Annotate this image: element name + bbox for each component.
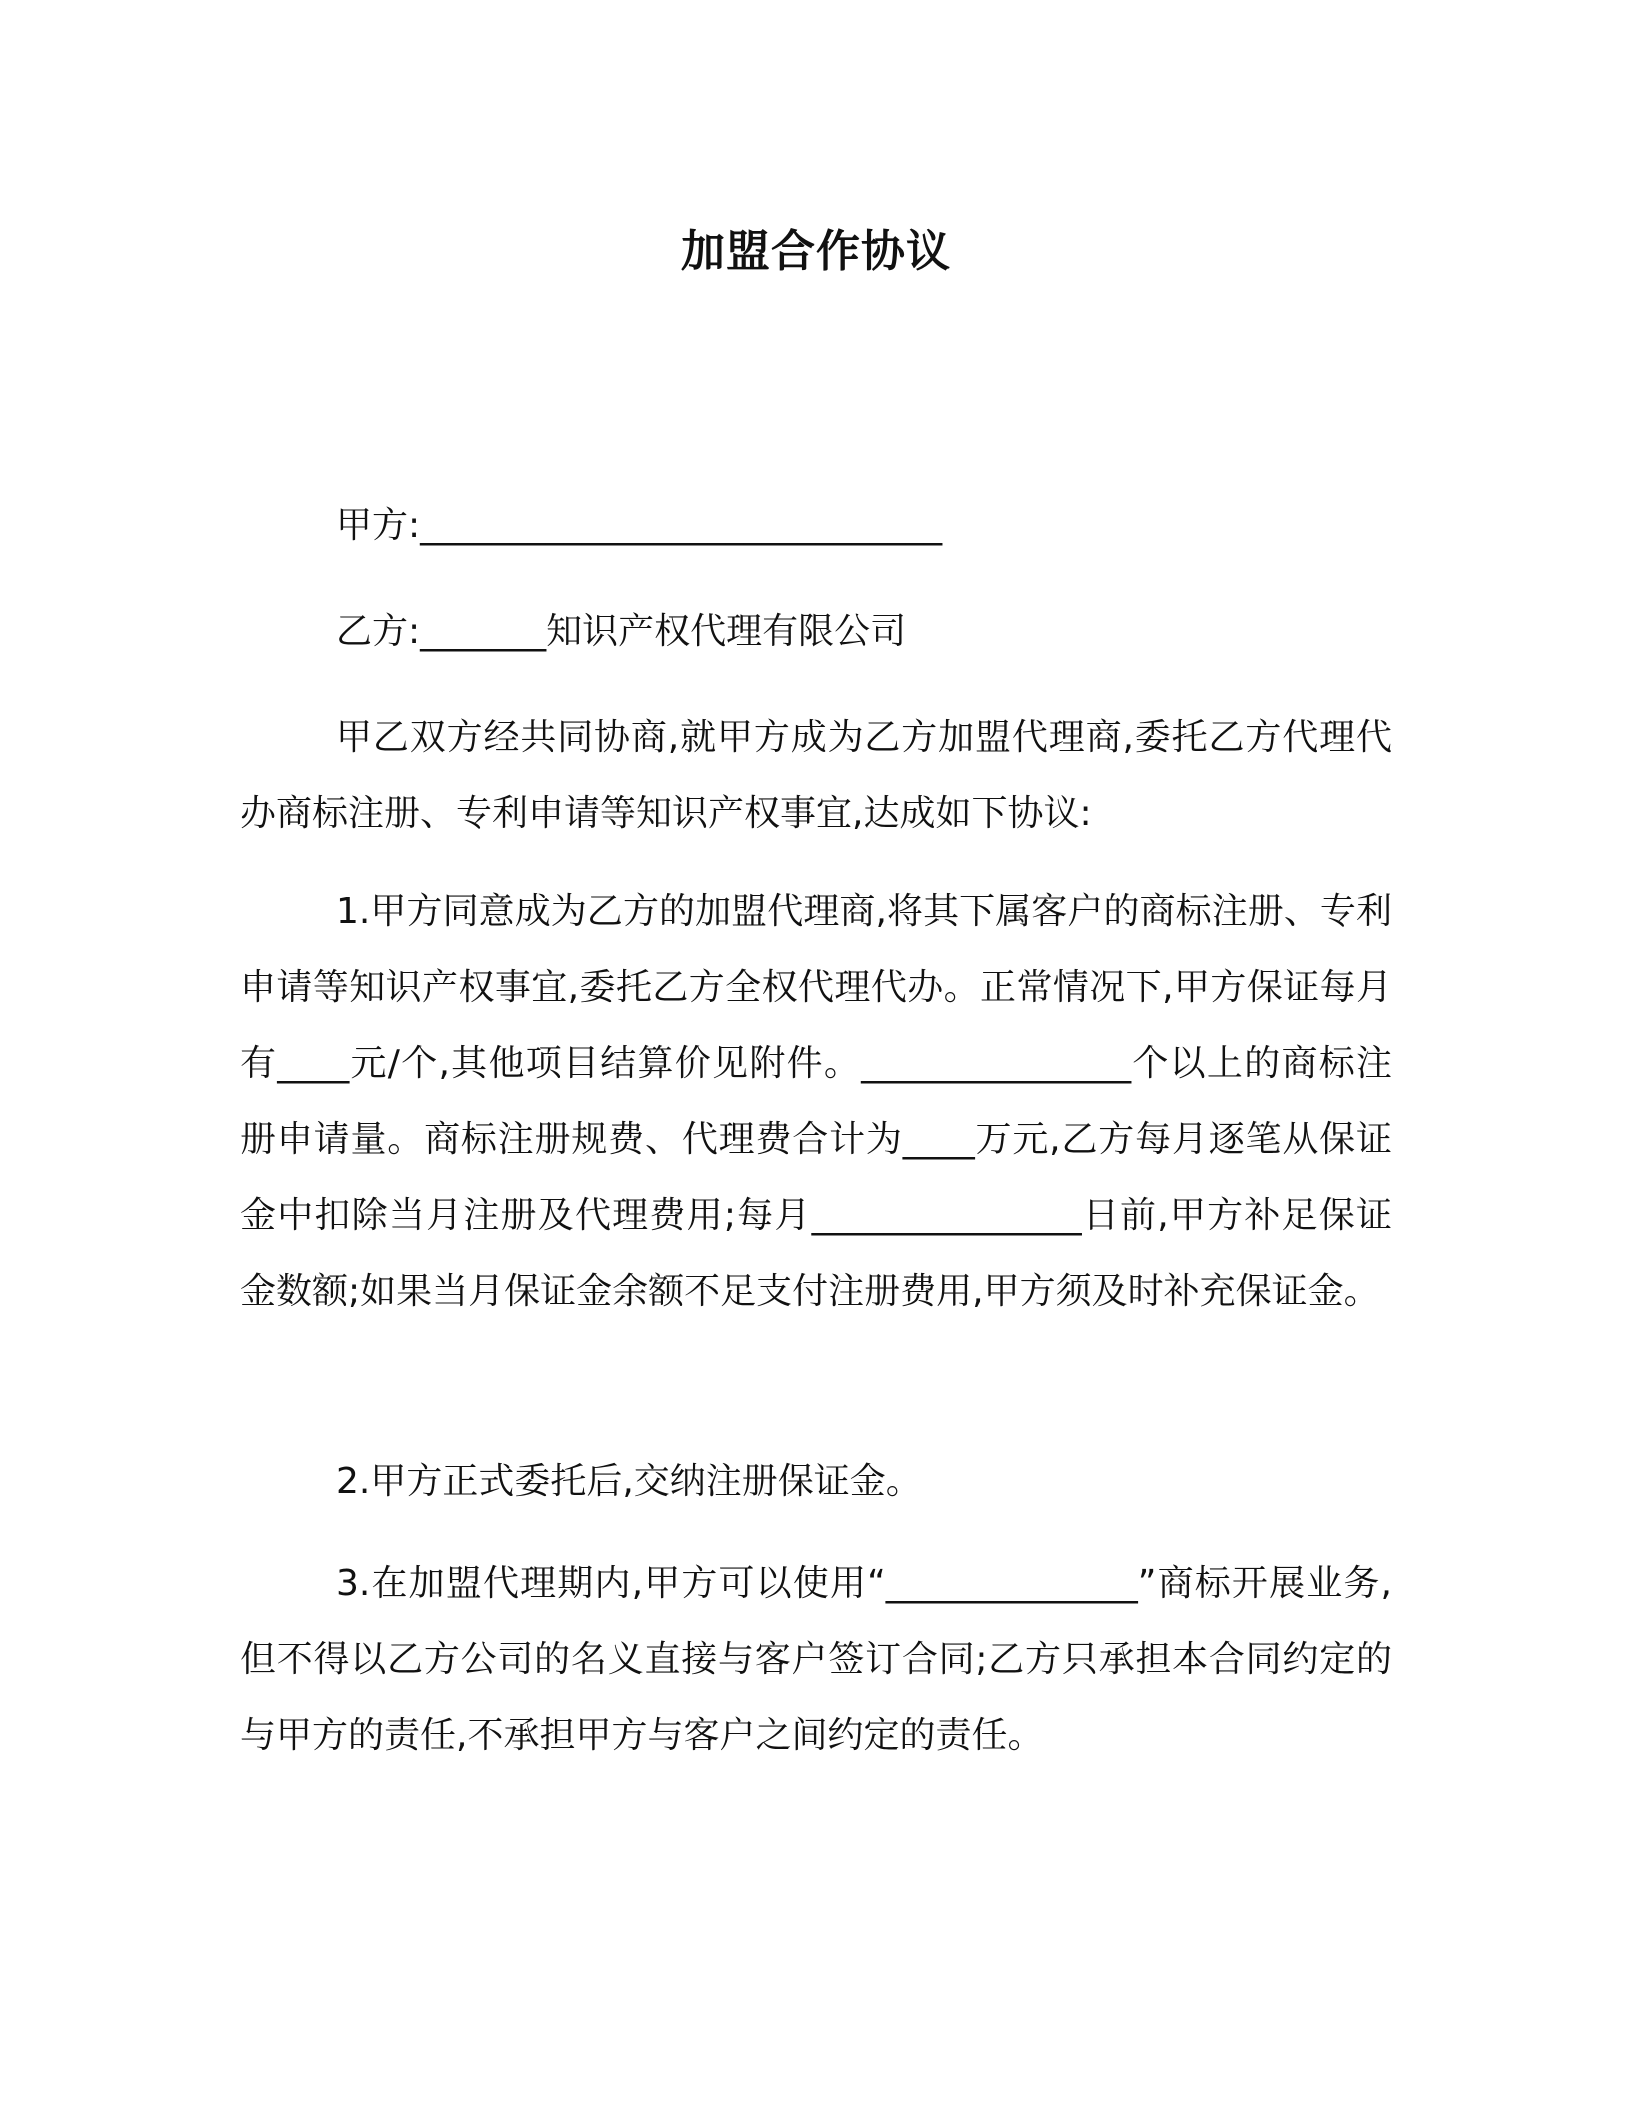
party-b-line: 乙方:_______知识产权代理有限公司 [336,611,907,652]
clause-2-paragraph: 2.甲方正式委托后,交纳注册保证金。 [336,1461,922,1502]
intro-paragraph: 甲乙双方经共同协商,就甲方成为乙方加盟代理商,委托乙方代理代办商标注册、专利申请等知识产权事宜,达成如下协议: [240,717,1392,834]
party-a-line: 甲方:_____________________________ [336,505,943,546]
clause-3-paragraph: 3.在加盟代理期内,甲方可以使用“______________”商标开展业务,但不得以乙方公司的名义直接与客户签订合同;乙方只承担本合同约定的与甲方的责任,不承担甲方与客户之间约定的责任。 [240,1563,1392,1756]
clause-1-paragraph: 1.甲方同意成为乙方的加盟代理商,将其下属客户的商标注册、专利申请等知识产权事宜,委托乙方全权代理代办。正常情况下,甲方保证每月有____元/个,其他项目结算价见附件。_______________个以上的商标注册申请量。商标注册规费、代理费合计为____万元,乙方每月逐笔从保证金中扣除当月注册及代理费用;每月_______________日前,甲方补足保证金数额;如果当月保证金余额不足支付注册费用,甲方须及时补充保证金。 [240,891,1392,1312]
document-title: 加盟合作协议 [681,226,951,277]
